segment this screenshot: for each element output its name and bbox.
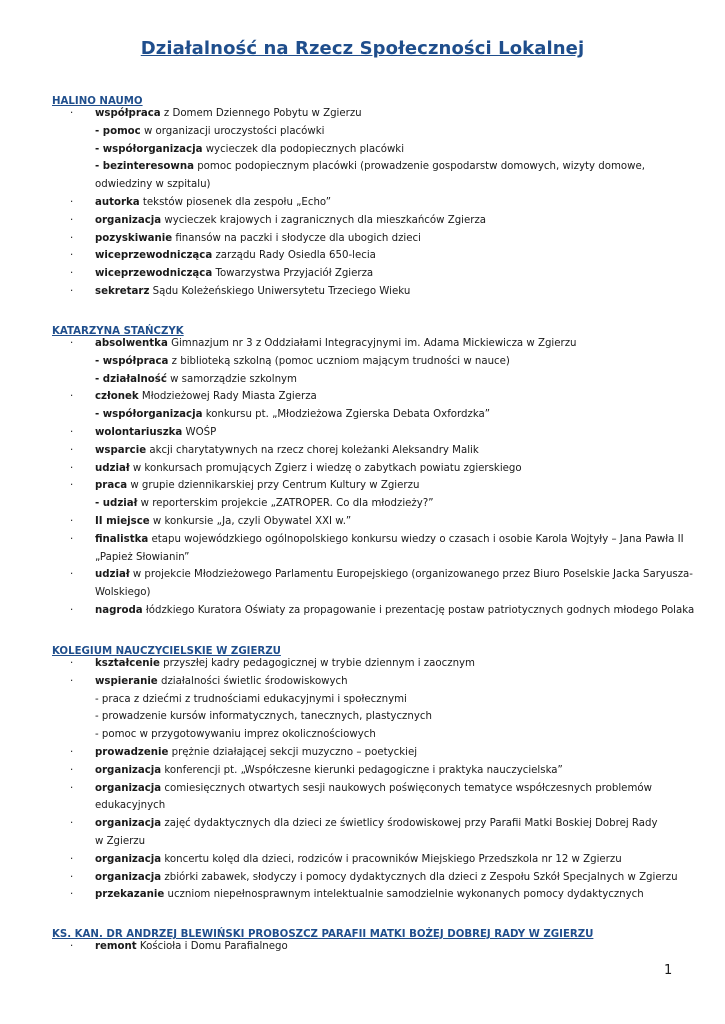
list-item — [0, 726, 725, 744]
list-item-description: edukacyjnych — [95, 800, 166, 812]
list-item-description: zbiórki zabawek, słodyczy i pomocy dydaktycznych dla dzieci z Zespołu Szkół Specjalnych w Zgierzu — [161, 871, 678, 883]
list-item — [0, 655, 725, 673]
list-item — [0, 460, 725, 478]
list-item-keyword: kształcenie — [95, 658, 160, 669]
bullet-icon: · — [70, 533, 74, 545]
list-item-text — [95, 549, 189, 567]
bullet-icon: · — [70, 338, 74, 349]
list-item-text — [95, 123, 324, 141]
list-item-description: prężnie działającej sekcji muzyczno – poetyckiej — [168, 747, 418, 758]
list-item-keyword: organizacja — [95, 853, 162, 865]
list-item-text — [95, 726, 376, 744]
list-item — [0, 477, 725, 495]
bullet-icon: · — [70, 889, 74, 901]
list-item-description: - pomoc w przygotowywaniu imprez okolicznościowych — [95, 729, 376, 741]
bullet-icon: · — [70, 462, 74, 474]
list-item-description: w grupie dziennikarskiej przy Centrum Kultury w Zgierzu — [127, 480, 420, 492]
list-item-keyword: wsparcie — [95, 444, 147, 456]
list-item-description: comiesięcznych otwartych sesji naukowych poświęconych tematyce współczesnych problemów — [161, 782, 652, 794]
list-item-keyword: autorka — [95, 197, 140, 208]
list-item-text — [95, 158, 645, 176]
list-item-text — [95, 566, 693, 584]
list-item-description: z biblioteką szkolną (pomoc uczniom mającym trudności w nauce) — [168, 355, 510, 367]
list-item-keyword: - współorganizacja — [95, 143, 203, 155]
list-item-keyword: - współpraca — [95, 355, 169, 367]
section-heading: KOLEGIUM NAUCZYCIELSKIE W ZGIERZU — [52, 646, 281, 657]
section-heading: HALINO NAUMO — [52, 96, 143, 107]
list-item — [0, 495, 725, 513]
list-item — [0, 708, 725, 726]
list-item-description: w reporterskim projekcie „ZATROPER. Co dla młodzieży?” — [137, 498, 434, 510]
list-item-text — [95, 531, 684, 549]
list-item-description: zajęć dydaktycznych dla dzieci ze świetlicy środowiskowej przy Parafii Matki Boskiej Dobrej Rady — [161, 818, 658, 830]
list-item-keyword: - współorganizacja — [95, 409, 203, 421]
list-item-description: w organizacji uroczystości placówki — [140, 125, 325, 137]
list-item-text — [95, 495, 434, 513]
list-item-text — [95, 442, 479, 460]
bullet-icon: · — [70, 818, 74, 830]
list-item-text — [95, 460, 522, 478]
list-item-text — [95, 869, 678, 887]
list-item-text — [95, 780, 652, 798]
list-item-text — [95, 938, 288, 956]
list-item-text — [95, 691, 407, 709]
list-item-keyword: finalistka — [95, 533, 149, 545]
list-item-keyword: udział — [95, 569, 130, 581]
list-item-description: Gimnazjum nr 3 z Oddziałami Integracyjnymi im. Adama Mickiewicza w Zgierzu — [167, 338, 577, 349]
list-item-description: w konkursach promujących Zgierz i wiedzę o zabytkach powiatu zgierskiego — [129, 462, 522, 474]
list-item-text — [95, 815, 658, 833]
list-item-text — [95, 353, 510, 371]
list-item-keyword: organizacja — [95, 818, 162, 830]
bullet-icon: · — [70, 675, 74, 687]
list-item — [0, 176, 725, 194]
list-item-text — [95, 176, 211, 194]
list-item-text — [95, 230, 421, 248]
list-item-description: wycieczek krajowych i zagranicznych dla mieszkańców Zgierza — [161, 214, 487, 226]
list-item — [0, 406, 725, 424]
list-item-text — [95, 673, 348, 691]
bullet-icon: · — [70, 658, 74, 669]
list-item-text — [95, 762, 563, 780]
list-item-text — [95, 212, 486, 230]
list-item-keyword: sekretarz — [95, 286, 150, 297]
list-item-text — [95, 194, 331, 212]
list-item — [0, 673, 725, 691]
bullet-icon: · — [70, 605, 74, 616]
list-item-keyword: pozyskiwanie — [95, 232, 173, 244]
list-item-text — [95, 283, 410, 301]
list-item-description: łódzkiego Kuratora Oświaty za propagowanie i prezentację postaw patriotycznych godnych młodego Polaka — [142, 605, 695, 616]
page-number: 1 — [664, 963, 673, 978]
list-item-text — [95, 708, 432, 726]
bullet-icon: · — [70, 268, 74, 280]
bullet-icon: · — [70, 214, 74, 226]
list-item-keyword: - działalność — [95, 373, 167, 385]
list-item — [0, 123, 725, 141]
list-item-description: Towarzystwa Przyjaciół Zgierza — [212, 268, 374, 280]
list-item-text — [95, 105, 362, 123]
list-item-description: Wolskiego) — [95, 587, 151, 599]
list-item-description: z Domem Dziennego Pobytu w Zgierzu — [160, 108, 362, 119]
list-item-keyword: współpraca — [95, 108, 161, 119]
list-item — [0, 353, 725, 371]
page-title: Działalność na Rzecz Społeczności Lokalnej — [140, 38, 585, 59]
list-item-description: przyszłej kadry pedagogicznej w trybie dziennym i zaocznym — [159, 658, 475, 669]
list-item-description: Kościoła i Domu Parafialnego — [136, 941, 288, 952]
bullet-icon: · — [70, 871, 74, 883]
list-item — [0, 869, 725, 887]
list-item-description: wycieczek dla podopiecznych placówki — [202, 143, 405, 155]
list-item-keyword: organizacja — [95, 764, 162, 776]
bullet-icon: · — [70, 941, 74, 952]
bullet-icon: · — [70, 480, 74, 492]
list-item-keyword: przekazanie — [95, 889, 165, 901]
list-item-description: w Zgierzu — [95, 836, 146, 847]
list-item — [0, 762, 725, 780]
bullet-icon: · — [70, 427, 74, 438]
list-item — [0, 744, 725, 762]
list-item — [0, 566, 725, 584]
list-item-description: w samorządzie szkolnym — [166, 373, 297, 385]
list-item — [0, 442, 725, 460]
list-item-description: - praca z dziećmi z trudnościami edukacyjnymi i społecznymi — [95, 693, 407, 705]
list-item — [0, 938, 725, 956]
list-item — [0, 105, 725, 123]
list-item-description: pomoc podopiecznym placówki (prowadzenie gospodarstw domowych, wizyty domowe, — [193, 161, 645, 173]
list-item-description: w projekcie Młodzieżowego Parlamentu Europejskiego (organizowanego przez Biuro Poselskie Jacka Saryusza- — [129, 569, 693, 581]
list-item-text — [95, 602, 694, 620]
list-item-text — [95, 513, 351, 531]
list-item — [0, 265, 725, 283]
list-item — [0, 424, 725, 442]
list-item-description: odwiedziny w szpitalu) — [95, 179, 211, 191]
list-item — [0, 851, 725, 869]
list-item-text — [95, 406, 490, 424]
list-item-keyword: - bezinteresowna — [95, 161, 194, 173]
list-item — [0, 141, 725, 159]
list-item-description: działalności świetlic środowiskowych — [157, 675, 348, 687]
list-item-text — [95, 886, 644, 904]
list-item-description: w konkursie „Ja, czyli Obywatel XXI w.” — [149, 516, 352, 527]
list-item-keyword: organizacja — [95, 782, 162, 794]
list-item — [0, 371, 725, 389]
list-item — [0, 513, 725, 531]
list-item-keyword: - pomoc — [95, 125, 141, 137]
bullet-icon: · — [70, 782, 74, 794]
list-item-keyword: wiceprzewodnicząca — [95, 250, 213, 262]
list-item-keyword: członek — [95, 391, 139, 403]
list-item — [0, 691, 725, 709]
list-item-text — [95, 477, 419, 495]
list-item-keyword: II miejsce — [95, 516, 150, 527]
list-item-keyword: organizacja — [95, 214, 162, 226]
list-item — [0, 549, 725, 567]
list-item-keyword: remont — [95, 941, 137, 952]
list-item — [0, 212, 725, 230]
list-item — [0, 833, 725, 851]
list-item-description: etapu wojewódzkiego ogólnopolskiego konkursu wiedzy o czasach i osobie Karola Wojtyły – Jana Pawła II — [148, 533, 684, 545]
list-item-text — [95, 371, 297, 389]
section-heading: KS. KAN. DR ANDRZEJ BLEWIŃSKI PROBOSZCZ PARAFII MATKI BOŻEJ DOBREJ RADY W ZGIERZU — [52, 929, 594, 940]
list-item-text — [95, 797, 165, 815]
list-item-description: finansów na paczki i słodycze dla ubogich dzieci — [172, 232, 421, 244]
list-item-keyword: prowadzenie — [95, 747, 169, 758]
list-item-text — [95, 851, 622, 869]
list-item-description: WOŚP — [182, 427, 217, 438]
list-item-text — [95, 655, 475, 673]
list-item-text — [95, 584, 151, 602]
list-item-keyword: absolwentka — [95, 338, 168, 349]
list-item — [0, 780, 725, 798]
bullet-icon: · — [70, 108, 74, 119]
list-item-description: akcji charytatywnych na rzecz chorej koleżanki Aleksandry Malik — [146, 444, 479, 456]
list-item — [0, 283, 725, 301]
list-item — [0, 230, 725, 248]
list-item-keyword: wiceprzewodnicząca — [95, 268, 213, 280]
list-item-description: zarządu Rady Osiedla 650-lecia — [212, 250, 376, 262]
list-item-text — [95, 265, 373, 283]
bullet-icon: · — [70, 444, 74, 456]
list-item-keyword: wolontariuszka — [95, 427, 183, 438]
list-item-text — [95, 335, 577, 353]
list-item-description: konkursu pt. „Młodzieżowa Zgierska Debata Oxfordzka” — [202, 409, 491, 421]
section-heading: KATARZYNA STAŃCZYK — [52, 326, 184, 337]
list-item-keyword: udział — [95, 462, 130, 474]
bullet-icon: · — [70, 250, 74, 262]
list-item-text — [95, 141, 404, 159]
bullet-icon: · — [70, 764, 74, 776]
bullet-icon: · — [70, 197, 74, 208]
list-item-description: tekstów piosenek dla zespołu „Echo” — [139, 197, 332, 208]
list-item — [0, 194, 725, 212]
list-item — [0, 531, 725, 549]
bullet-icon: · — [70, 747, 74, 758]
list-item-text — [95, 247, 376, 265]
list-item-keyword: nagroda — [95, 605, 143, 616]
list-item — [0, 247, 725, 265]
bullet-icon: · — [70, 853, 74, 865]
list-item — [0, 584, 725, 602]
list-item-description: Sądu Koleżeńskiego Uniwersytetu Trzeciego Wieku — [149, 286, 411, 297]
list-item-description: Młodzieżowej Rady Miasta Zgierza — [138, 391, 317, 403]
list-item-keyword: wspieranie — [95, 675, 158, 687]
list-item-keyword: praca — [95, 480, 128, 492]
list-item-description: konferencji pt. „Współczesne kierunki pedagogiczne i praktyka nauczycielska” — [161, 764, 563, 776]
list-item — [0, 388, 725, 406]
list-item-text — [95, 744, 417, 762]
list-item-description: uczniom niepełnosprawnym intelektualnie samodzielnie wykonanych pomocy dydaktycznych — [164, 889, 644, 901]
bullet-icon: · — [70, 286, 74, 297]
list-item-text — [95, 388, 317, 406]
bullet-icon: · — [70, 516, 74, 527]
list-item — [0, 797, 725, 815]
list-item-text — [95, 424, 216, 442]
list-item-keyword: organizacja — [95, 871, 162, 883]
list-item-description: koncertu kolęd dla dzieci, rodziców i pracowników Miejskiego Przedszkola nr 12 w Zgierzu — [161, 853, 622, 865]
list-item-text — [95, 833, 145, 851]
list-item — [0, 335, 725, 353]
bullet-icon: · — [70, 391, 74, 403]
list-item — [0, 158, 725, 176]
list-item-description: - prowadzenie kursów informatycznych, tanecznych, plastycznych — [95, 711, 432, 723]
list-item — [0, 602, 725, 620]
list-item-keyword: - udział — [95, 498, 138, 510]
list-item — [0, 815, 725, 833]
bullet-icon: · — [70, 569, 74, 581]
list-item — [0, 886, 725, 904]
list-item-description: „Papież Słowianin” — [95, 551, 190, 563]
bullet-icon: · — [70, 232, 74, 244]
